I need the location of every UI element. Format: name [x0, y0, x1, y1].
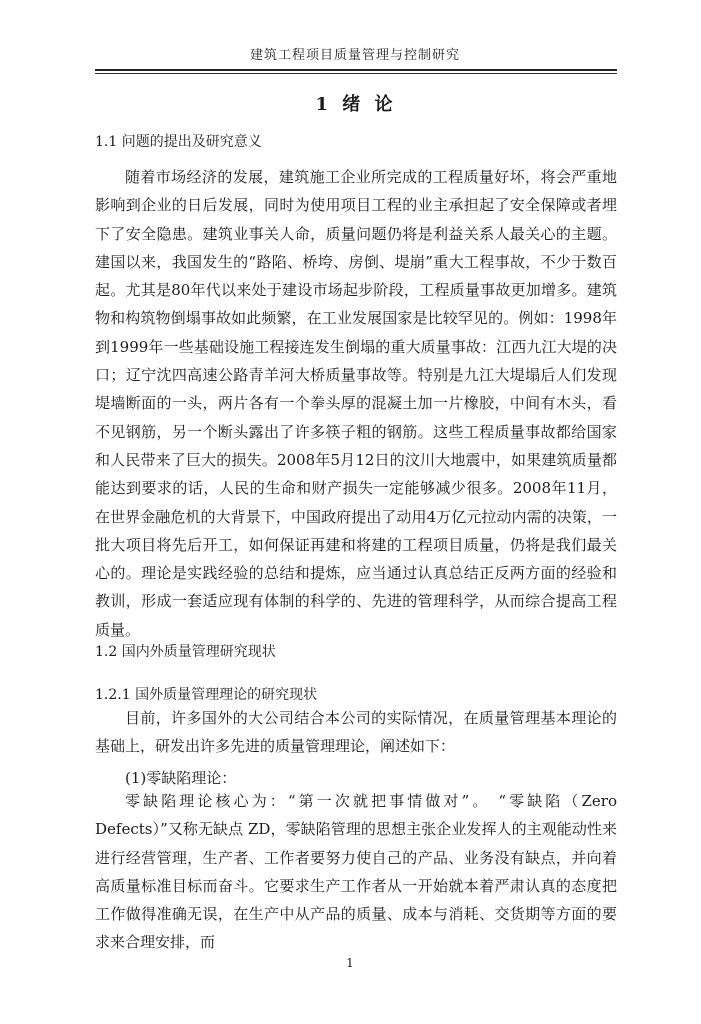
- header-rule: [95, 69, 617, 71]
- page-number: 1: [346, 956, 354, 970]
- section-1-1-paragraph: 随着市场经济的发展，建筑施工企业所完成的工程质量好坏，将会严重地影响到企业的日后发展，同时为使用项目工程的业主承担起了安全保障或者埋下了安全隐患。建筑业事关人命，质量问题仍将是利益关系人最关心的主题。建国以来，我国发生的“路陷、桥垮、房倒、堤崩”重大工程事故，不少于数百起。尤其是80年代以来处于建设市场起步阶段，工程质量事故更加增多。建筑物和构筑物倒塌事故如此频繁，在工业发展国家是比较罕见的。例如：1998年到1999年一些基础设施工程接连发生倒塌的重大质量事故：江西九江大堤的决口；辽宁沈四高速公路青羊河大桥质量事故等。特别是九江大堤塌后人们发现堤墙断面的一头，两片各有一个拳头厚的混凝土加一片橡胶，中间有木头，看不见钢筋，另一个断头露出了许多筷子粗的钢筋。这些工程质量事故都给国家和人民带来了巨大的损失。2008年5月12日的汶川大地震中，如果建筑质量都能达到要求的话，人民的生命和财产损失一定能够减少很多。2008年11月，在世界金融危机的大背景下，中国政府提出了动用4万亿元拉动内需的决策，一批大项目将先后开工，如何保证再建和将建的工程项目质量，仍将是我们最关心的。理论是实践经验的总结和提炼，应当通过认真总结正反两方面的经验和教训，形成一套适应现有体制的科学的、先进的管理科学，从而综合提高工程质量。: [95, 168, 617, 639]
- list-item-label: (1)零缺陷理论：: [125, 769, 237, 787]
- section-heading-1-1: 1.1 问题的提出及研究意义: [95, 134, 262, 150]
- section-heading-1-2: 1.2 国内外质量管理研究现状: [95, 644, 276, 660]
- running-header: 建筑工程项目质量管理与控制研究: [249, 48, 460, 63]
- header-rule-thin: [95, 73, 617, 74]
- chapter-title: 1 绪 论: [315, 94, 397, 115]
- section-heading-1-2-1: 1.2.1 国外质量管理理论的研究现状: [95, 687, 318, 703]
- zero-defects-paragraph: 零缺陷理论核心为：“第一次就把事情做对”。 “零缺陷（Zero Defects）”又称无缺点 ZD，零缺陷管理的思想主张企业发挥人的主观能动性来进行经营管理，生产者、工作者要努力使自己的产品、业务没有缺点，并向着高质量标准目标而奋斗。它要求生产工作者从一开始就本着严肃认真的态度把工作做得准确无误，在生产中从产品的质量、成本与消耗、交货期等方面的要求来合理安排，而: [95, 792, 617, 952]
- section-1-2-1-intro-paragraph: 目前，许多国外的大公司结合本公司的实际情况，在质量管理基本理论的基础上，研发出许多先进的质量管理理论，阐述如下：: [95, 709, 617, 756]
